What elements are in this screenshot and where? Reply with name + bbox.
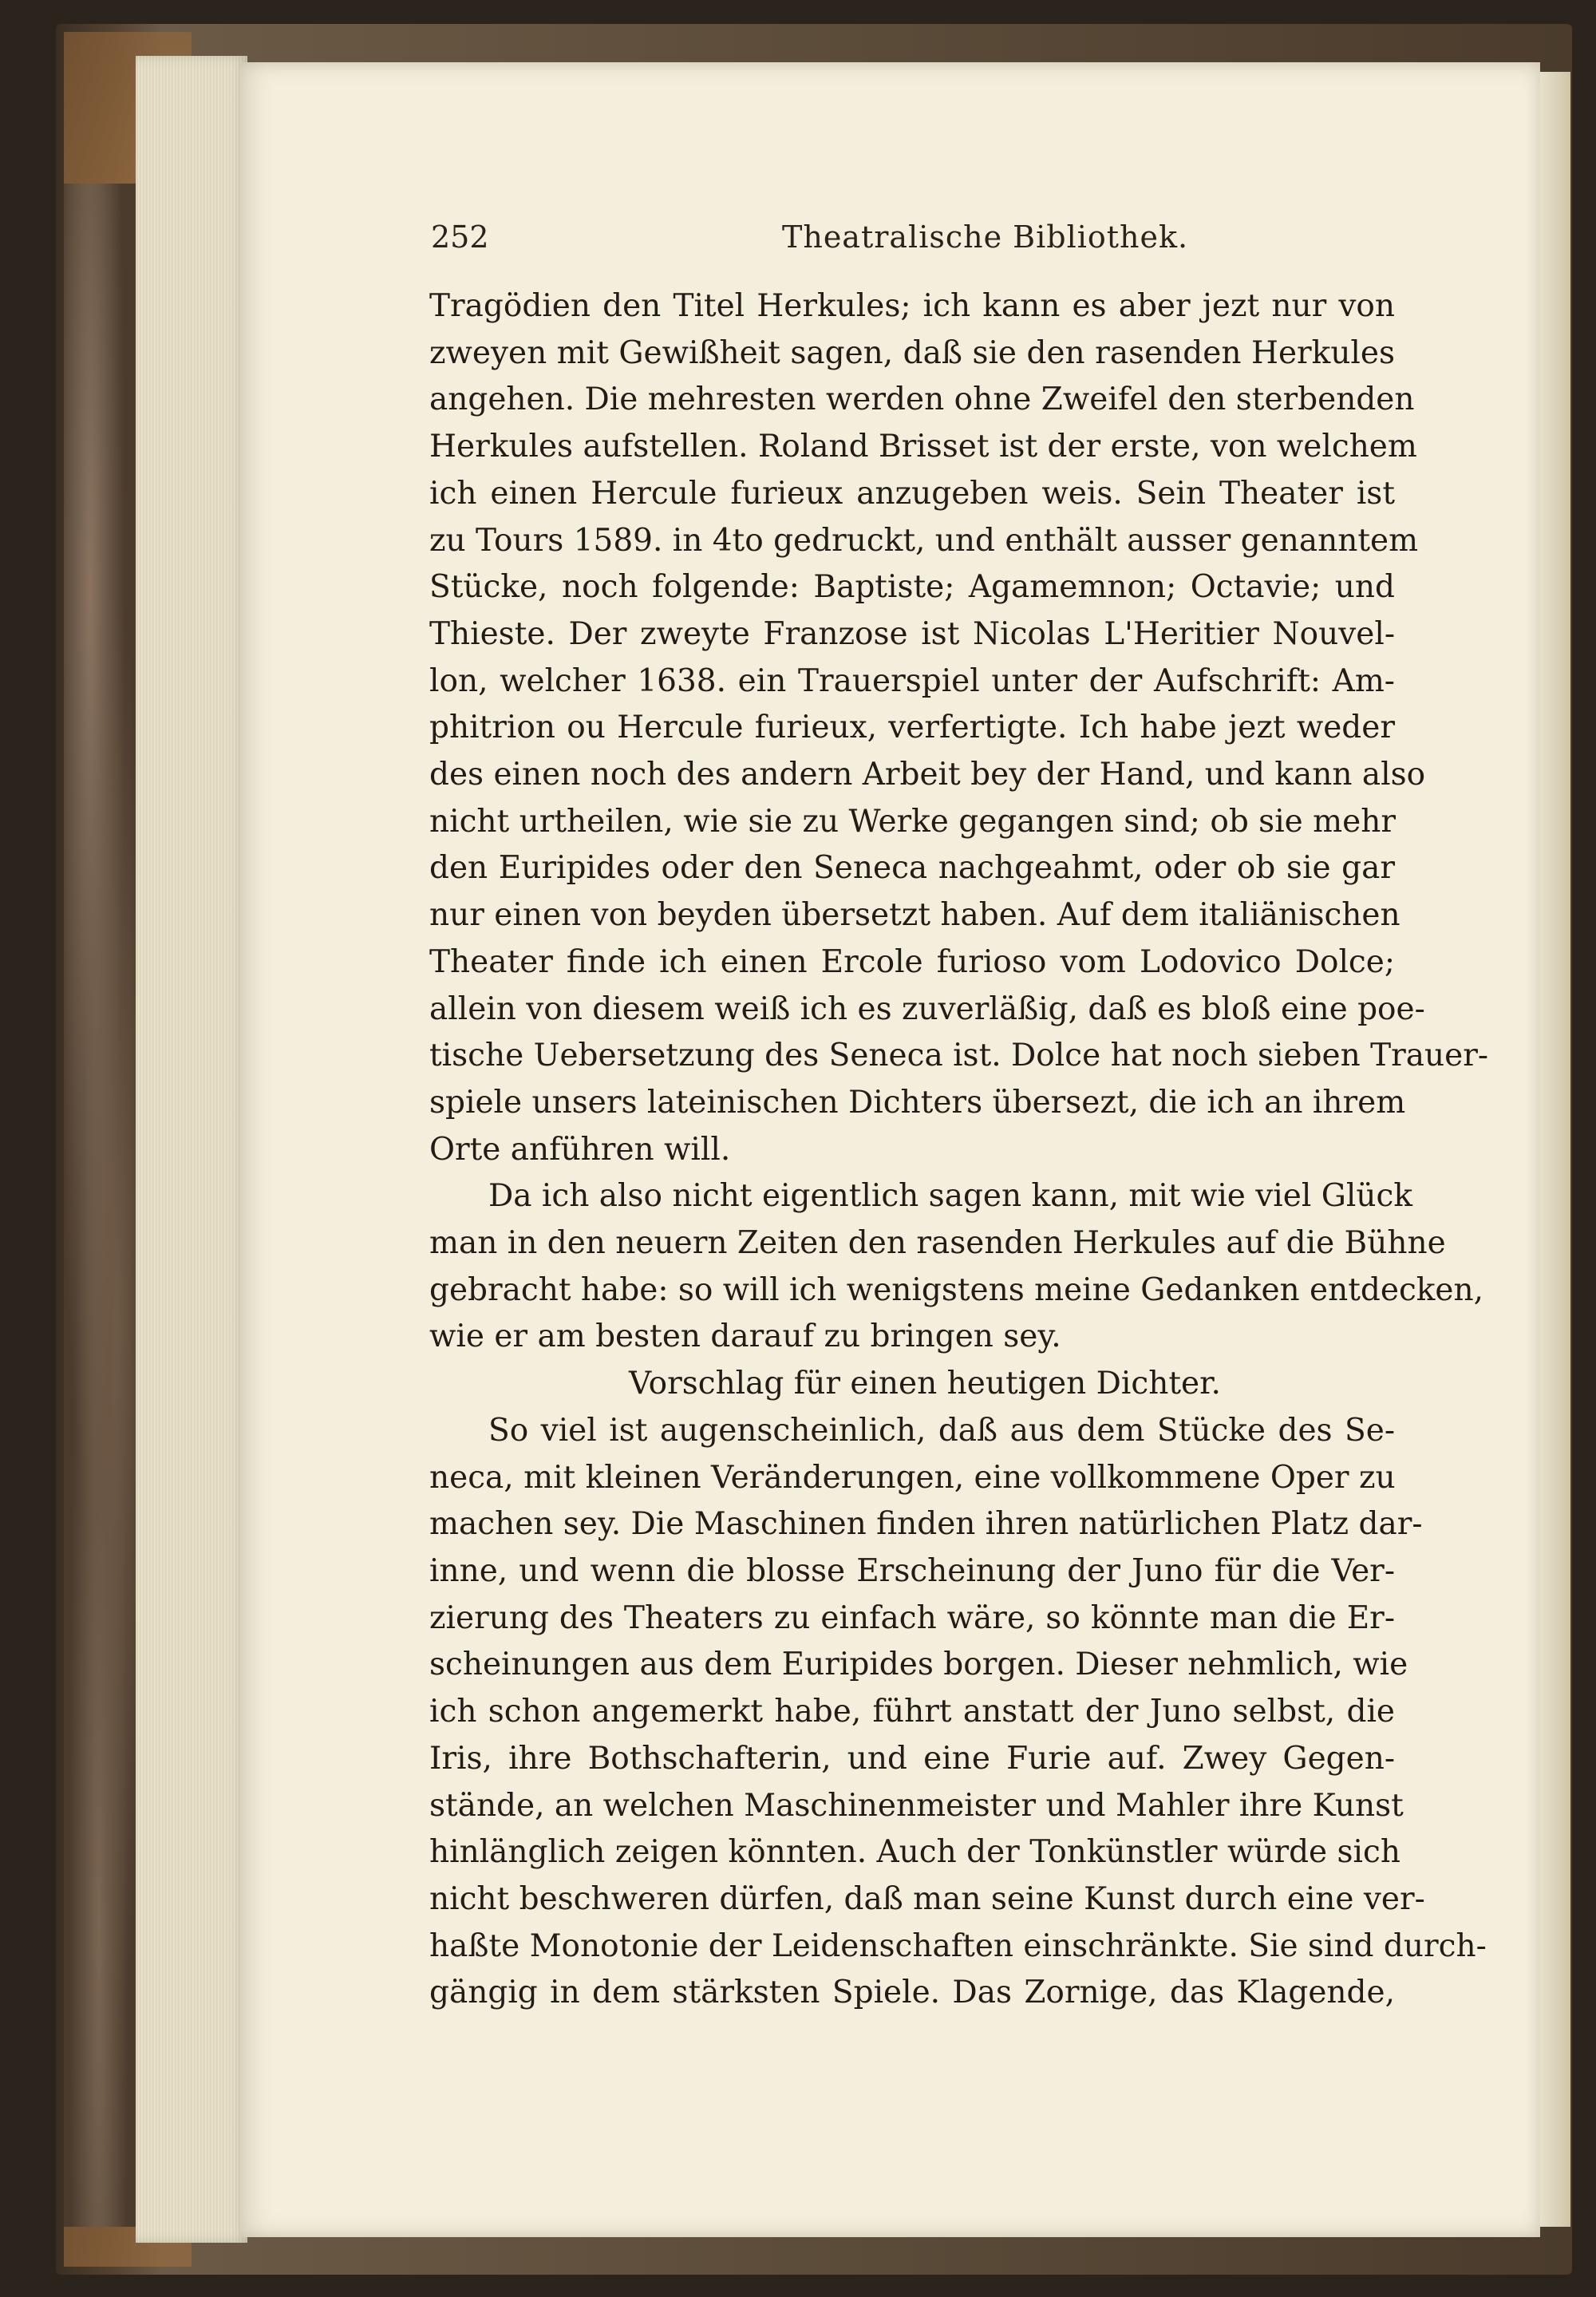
text-line: Theater finde ich einen Ercole furioso vom Lodovico Dolce;: [429, 943, 1395, 980]
text-line: zu Tours 1589. in 4to gedruckt, und enthält ausser genanntem: [429, 522, 1419, 559]
page-number: 252: [431, 219, 489, 255]
text-line: Herkules aufstellen. Roland Brisset ist der erste, von welchem: [429, 429, 1417, 465]
text-line: stände, an welchen Maschinenmeister und Mahler ihre Kunst: [429, 1787, 1404, 1824]
text-line: machen sey. Die Maschinen finden ihren natürlichen Platz dar-: [429, 1506, 1423, 1543]
text-line: gebracht habe: so will ich wenigstens meine Gedanken entdecken,: [429, 1271, 1484, 1308]
text-line: nicht urtheilen, wie sie zu Werke gegangen sind; ob sie mehr: [429, 803, 1396, 840]
text-line: gängig in dem stärksten Spiele. Das Zornige, das Klagende,: [429, 1975, 1395, 2011]
text-line: Thieste. Der zweyte Franzose ist Nicolas L'Heritier Nouvel-: [429, 615, 1395, 652]
page-header: [431, 219, 1389, 267]
text-line: Stücke, noch folgende: Baptiste; Agamemnon; Octavie; und: [429, 569, 1395, 606]
text-line: So viel ist augenscheinlich, daß aus dem Stücke des Se-: [488, 1412, 1395, 1449]
text-line: ich einen Hercule furieux anzugeben weis. Sein Theater ist: [429, 475, 1395, 512]
text-line: Da ich also nicht eigentlich sagen kann, mit wie viel Glück: [488, 1178, 1412, 1215]
text-line: man in den neuern Zeiten den rasenden Herkules auf die Bühne: [429, 1225, 1446, 1262]
text-line: des einen noch des andern Arbeit bey der Hand, und kann also: [429, 757, 1426, 793]
text-line: tische Uebersetzung des Seneca ist. Dolce hat noch sieben Trauer-: [429, 1038, 1489, 1074]
text-line: lon, welcher 1638. ein Trauerspiel unter der Aufschrift: Am-: [429, 662, 1395, 699]
running-title: Theatralische Bibliothek.: [782, 219, 1189, 255]
section-heading: Vorschlag für einen heutigen Dichter.: [629, 1366, 1221, 1402]
text-line: phitrion ou Hercule furieux, verfertigte. Ich habe jezt weder: [429, 710, 1395, 746]
page-edge-right: [1539, 72, 1570, 2227]
text-line: Iris, ihre Bothschafterin, und eine Furie auf. Zwey Gegen-: [429, 1740, 1395, 1777]
text-line: zweyen mit Gewißheit sagen, daß sie den rasenden Herkules: [429, 334, 1395, 371]
text-line: neca, mit kleinen Veränderungen, eine vollkommene Oper zu: [429, 1459, 1396, 1496]
text-line: Tragödien den Titel Herkules; ich kann es aber jezt nur von: [429, 288, 1395, 324]
text-line: scheinungen aus dem Euripides borgen. Dieser nehmlich, wie: [429, 1647, 1408, 1683]
text-line: den Euripides oder den Seneca nachgeahmt, oder ob sie gar: [429, 850, 1395, 887]
text-line: allein von diesem weiß ich es zuverläßig, daß es bloß eine poe-: [429, 990, 1425, 1027]
text-line: haßte Monotonie der Leidenschaften einschränkte. Sie sind durch-: [429, 1927, 1487, 1964]
text-line: angehen. Die mehresten werden ohne Zweifel den sterbenden: [429, 382, 1415, 418]
page-edges: [136, 56, 247, 2243]
text-line: zierung des Theaters zu einfach wäre, so könnte man die Er-: [429, 1599, 1395, 1636]
text-line: wie er am besten darauf zu bringen sey.: [429, 1319, 1061, 1355]
text-line: inne, und wenn die blosse Erscheinung der Juno für die Ver-: [429, 1552, 1395, 1589]
body-text: [429, 283, 1489, 2017]
text-line: spiele unsers lateinischen Dichters übersezt, die ich an ihrem: [429, 1084, 1406, 1121]
text-line: nur einen von beyden übersetzt haben. Auf dem italiänischen: [429, 897, 1400, 934]
text-line: ich schon angemerkt habe, führt anstatt der Juno selbst, die: [429, 1694, 1395, 1730]
text-line: hinlänglich zeigen könnten. Auch der Tonkünstler würde sich: [429, 1834, 1400, 1871]
text-line: Orte anführen will.: [429, 1131, 731, 1168]
text-line: nicht beschweren dürfen, daß man seine Kunst durch eine ver-: [429, 1880, 1425, 1917]
